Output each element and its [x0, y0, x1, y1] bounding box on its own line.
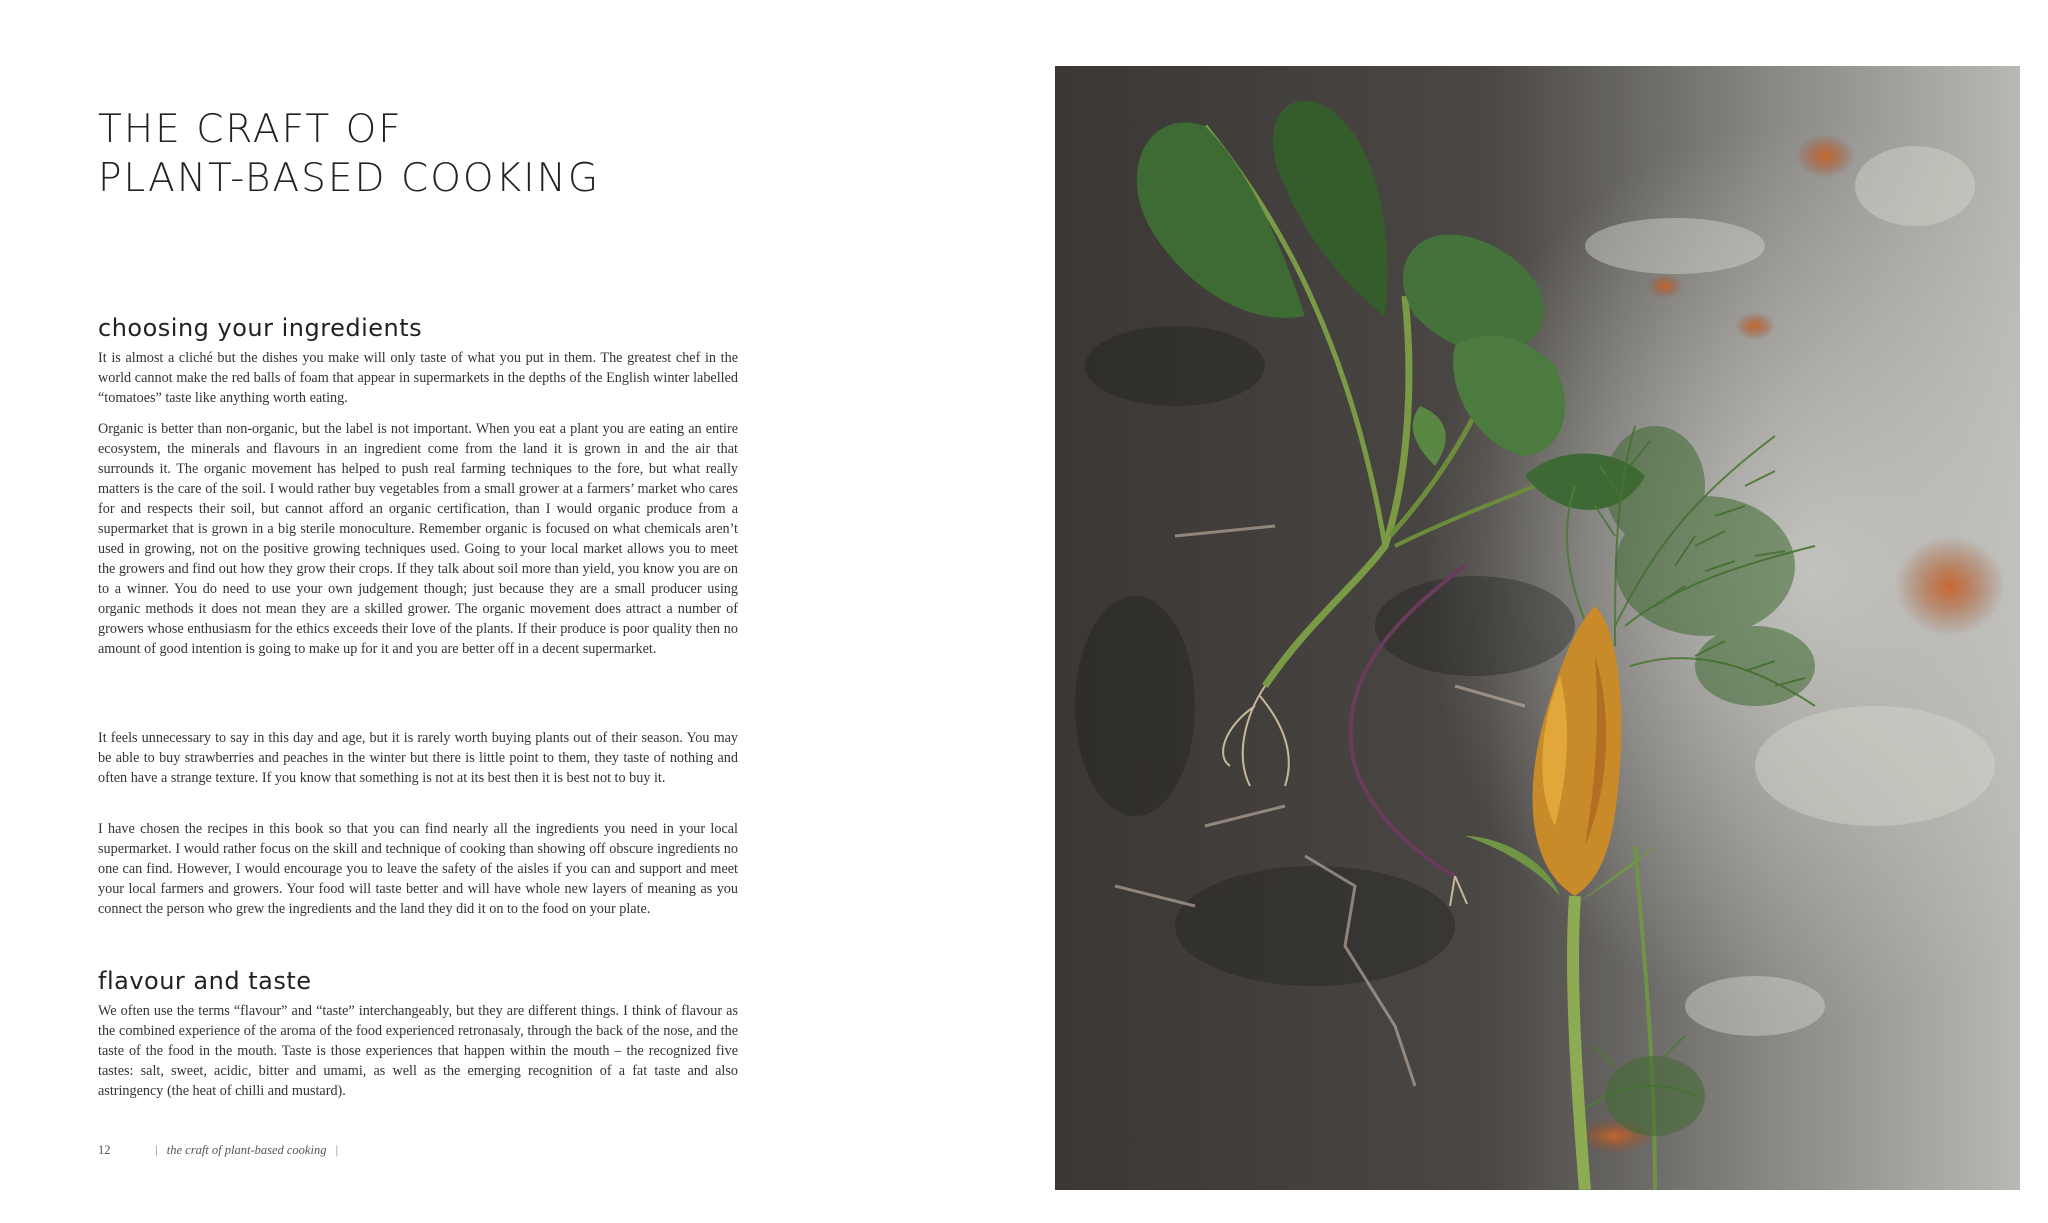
body-paragraph: I have chosen the recipes in this book so that you can find nearly all the ingredients you need in your local supermarket. I would rather focus on the skill and technique of cooking than showing off obscure ingredients no one can find. However, I would encourage you to leave the safety of the aisles if you can and support and meet your local farmers and growers. Your food will taste better and will have whole new layers of meaning as you connect the person who grew the ingredients and the land they did it on to the food on your plate.	[98, 821, 738, 917]
body-paragraph: It feels unnecessary to say in this day and age, but it is rarely worth buying plants out of their season. You may be able to buy strawberries and peaches in the winter but there is little point to them, they taste of nothing and often have a strange texture. If you know that something is not at its best then it is best not to buy it.	[98, 730, 738, 786]
section-heading-flavour-and-taste: flavour and taste	[98, 967, 312, 995]
body-paragraph: We often use the terms “flavour” and “taste” interchangeably, but they are different things. I think of flavour as the combined experience of the aroma of the food experienced retronasaly, through the back of the nose, and the taste of the food in the mouth. Taste is those experiences that happen within the mouth – the recognized five tastes: salt, sweet, acidic, bitter and umami, as well as the emerging recognition of a fat taste and also astringency (the heat of chilli and mustard).	[98, 1003, 738, 1099]
chapter-title-line-1: THE CRAFT OF	[98, 107, 403, 152]
footer-divider: |	[335, 1143, 339, 1157]
rust-spot	[1895, 536, 2005, 636]
footer-divider: |	[155, 1143, 158, 1157]
chapter-title-line-2: PLANT-BASED COOKING	[98, 156, 601, 201]
page-number: 12	[98, 1143, 111, 1157]
body-paragraph: It is almost a cliché but the dishes you make will only taste of what you put in them. The greatest chef in the world cannot make the red balls of foam that appear in supermarkets in the depths of the English winter labelled “tomatoes” taste like anything worth eating.	[98, 350, 738, 406]
vegetables-photo	[1055, 66, 2020, 1190]
body-paragraph: Organic is better than non-organic, but the label is not important. When you eat a plant you are eating an entire ecosystem, the minerals and flavours in an ingredient come from the land it is grown in and the air that surrounds it. The organic movement has helped to push real farming techniques to the fore, but what really matters is the care of the soil. I would rather buy vegetables from a small grower at a farmers’ market who cares for and respects their soil, but cannot afford an organic certification, than I would organic produce from a supermarket that is grown in a big sterile monoculture. Remember organic is focused on what chemicals aren’t used in growing, not on the positive growing techniques used. Going to your local market allows you to meet the growers and find out how they grow their crops. If they talk about soil more than yield, you know you are on to a winner. You do need to use your own judgement though; just because they are a small producer using organic methods it does not mean they are a skilled grower. The organic movement does attract a number of growers whose enthusiasm for the ethics exceeds their love of the plants. If their produce is poor quality then no amount of good intention is going to make up for it and you are better off in a decent supermarket.	[98, 421, 738, 657]
running-head: the craft of plant-based cooking	[166, 1143, 327, 1157]
page-footer	[98, 1143, 344, 1158]
section-heading-choosing-ingredients: choosing your ingredients	[98, 314, 423, 342]
chapter-title	[98, 105, 600, 203]
rust-spot	[1735, 312, 1775, 340]
rust-spot	[1795, 134, 1855, 178]
rust-spot	[1647, 274, 1683, 298]
